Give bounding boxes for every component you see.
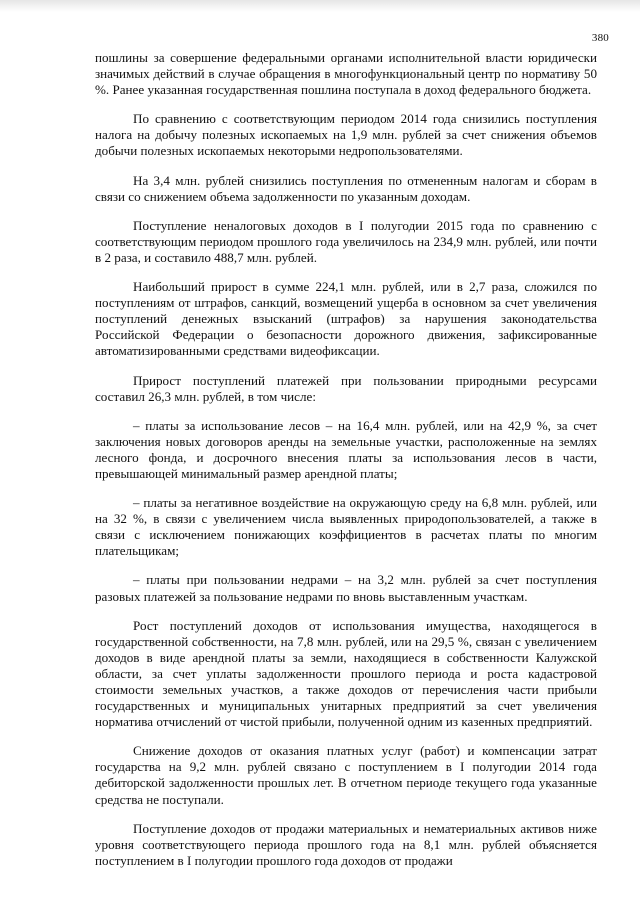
list-item-subsoil-fees: – платы при пользовании недрами – на 3,2 млн. рублей за счет поступления разовых платежей за пользование недрами по вновь выставленным участкам. — [95, 572, 597, 604]
paragraph-state-duty: пошлины за совершение федеральными органами исполнительной власти юридически значимых действий в случае обращения в многофункциональный центр по нормативу 50 %. Ранее указанная государственная пошлина поступала в доход федерального бюджета. — [95, 50, 597, 98]
paragraph-paid-services: Снижение доходов от оказания платных услуг (работ) и компенсации затрат государства на 9,2 млн. рублей связано с поступлением в I полугодии 2014 года дебиторской задолженности прошлых лет. В отчетном периоде текущего года указанные средства не поступали. — [95, 743, 597, 807]
paragraph-fines-growth: Наибольший прирост в сумме 224,1 млн. рублей, или в 2,7 раза, сложился по поступлениям от штрафов, санкций, возмещений ущерба в основном за счет увеличения поступлений денежных взысканий (штрафов) за нарушения законодательства Российской Федерации о безопасности дорожного движения, зафиксированные автоматизированными средствами видеофиксации. — [95, 279, 597, 359]
paragraph-non-tax-revenue: Поступление неналоговых доходов в I полугодии 2015 года по сравнению с соответствующим периодом прошлого года увеличилось на 234,9 млн. рублей, или почти в 2 раза, и составило 488,7 млн. рублей. — [95, 217, 597, 265]
paragraph-mineral-tax: По сравнению с соответствующим периодом 2014 года снизились поступления налога на добычу полезных ископаемых на 1,9 млн. рублей за счет снижения объемов добычи полезных ископаемых некоторыми недропользователями. — [95, 111, 597, 159]
list-item-environment-fees: – платы за негативное воздействие на окружающую среду на 6,8 млн. рублей, или на 32 %, в связи с увеличением числа выявленных природопользователей, а также в связи с исключением понижающих коэффициентов в расчетах платы по многим плательщикам; — [95, 495, 597, 559]
scan-top-edge — [0, 0, 640, 12]
paragraph-asset-sales: Поступление доходов от продажи материальных и нематериальных активов ниже уровня соответствующего периода прошлого года на 8,1 млн. рублей объясняется поступлением в I полугодии прошлого года доходов от продажи — [95, 820, 597, 868]
page-number: 380 — [591, 32, 609, 44]
document-body — [95, 50, 597, 869]
paragraph-property-income: Рост поступлений доходов от использования имущества, находящегося в государственной собственности, на 7,8 млн. рублей, или на 29,5 %, связан с увеличением доходов в виде арендной платы за земли, находящиеся в собственности Калужской области, за счет уплаты задолженности прошлого периода и роста кадастровой стоимости земельных участков, а также доходов от перечисления части прибыли государственных и муниципальных унитарных предприятий за счет увеличения норматива отчислений от чистой прибыли, полученной одним из казенных предприятий. — [95, 617, 597, 730]
paragraph-natural-resources: Прирост поступлений платежей при пользовании природными ресурсами составил 26,3 млн. рублей, в том числе: — [95, 372, 597, 404]
list-item-forest-fees: – платы за использование лесов – на 16,4 млн. рублей, или на 42,9 %, за счет заключения новых договоров аренды на земельные участки, расположенные на землях лесного фонда, и досрочного внесения платы за использования лесов в части, превышающей минимальный размер арендной платы; — [95, 417, 597, 481]
paragraph-cancelled-taxes: На 3,4 млн. рублей снизились поступления по отмененным налогам и сборам в связи со снижением объема задолженности по указанным доходам. — [95, 172, 597, 204]
